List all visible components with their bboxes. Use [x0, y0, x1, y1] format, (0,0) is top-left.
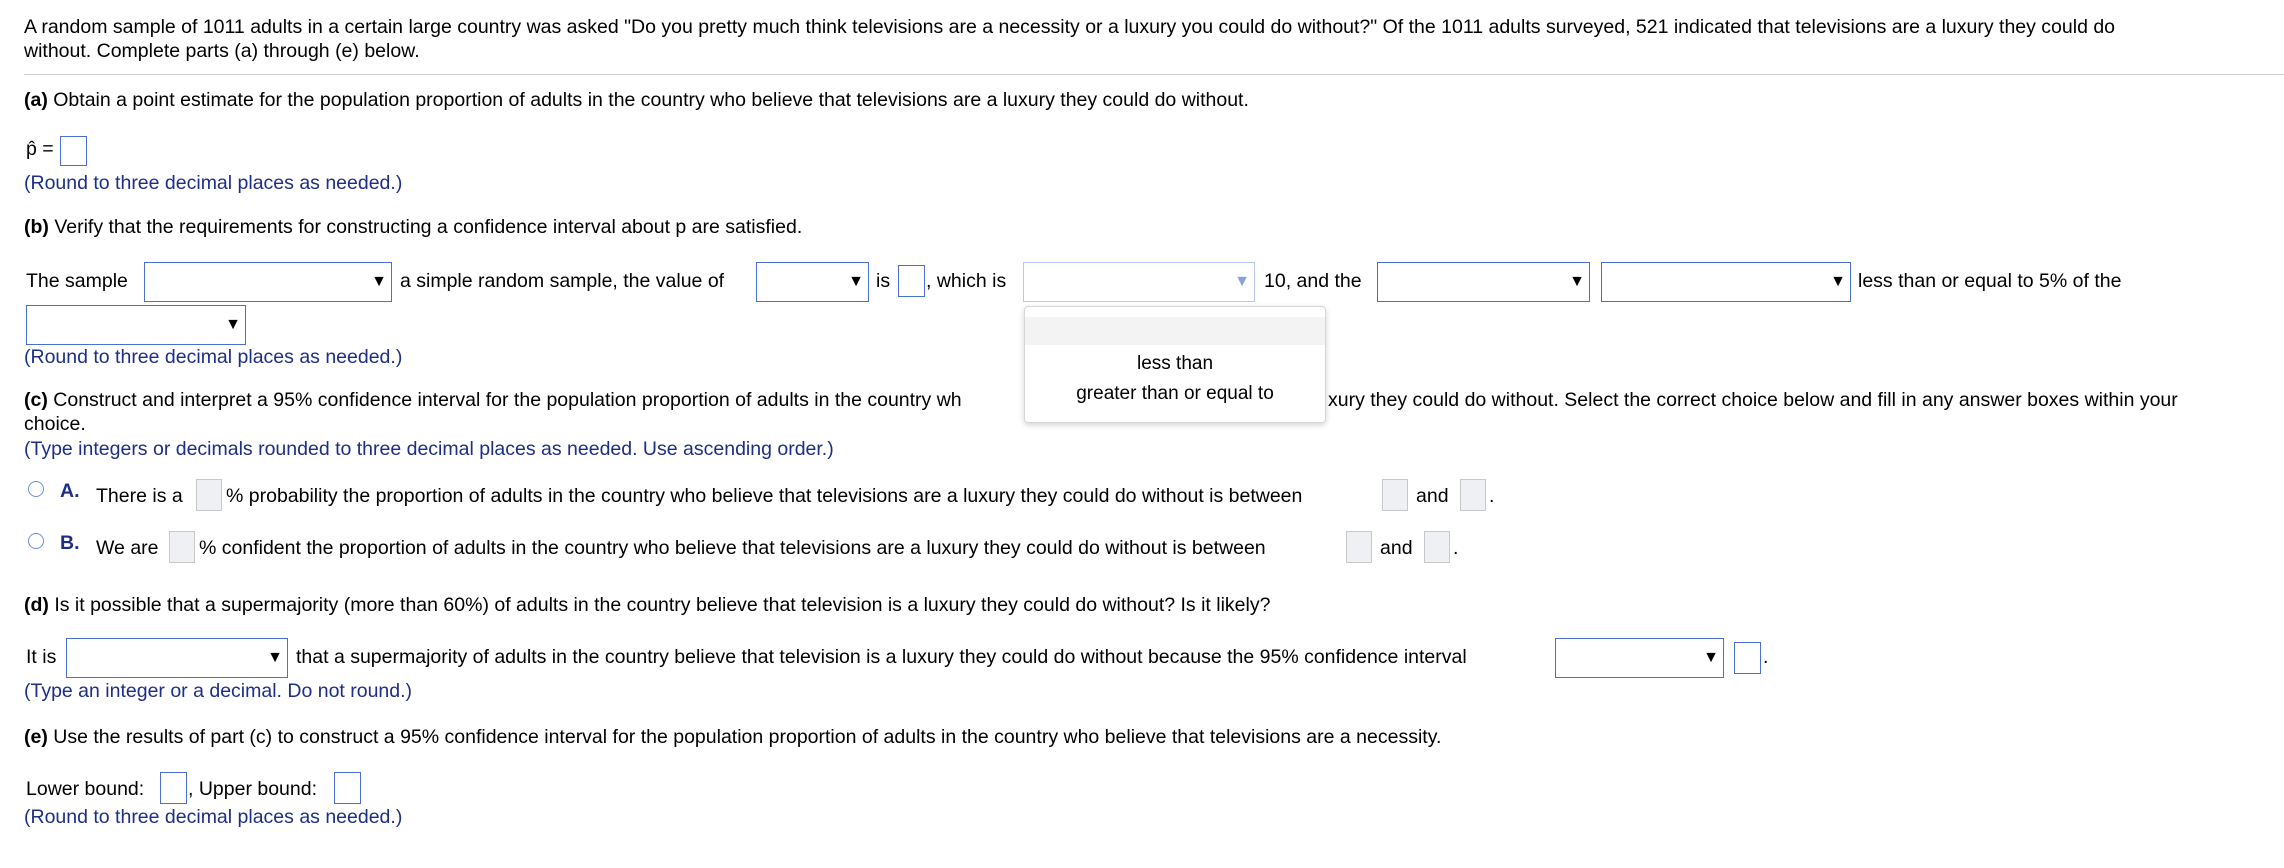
supermajority-value-input[interactable]: [1734, 642, 1761, 674]
part-a-hint: (Round to three decimal places as needed.): [24, 172, 403, 194]
part-d-label: (d): [24, 594, 49, 616]
choice-b-lower-input[interactable]: [1346, 531, 1372, 563]
choice-a-and: and: [1416, 485, 1449, 507]
chevron-down-icon: ▼: [1830, 273, 1846, 290]
part-d-middle-text: that a supermajority of adults in the country believe that television is a luxury they could do without because the 95% confidence interval: [296, 646, 1467, 668]
text-simple-random: a simple random sample, the value of: [400, 270, 725, 292]
choice-a-probability-input[interactable]: [196, 479, 222, 511]
population-select[interactable]: [26, 305, 246, 345]
sample-type-select[interactable]: [144, 262, 392, 302]
text-ten-and-the: 10, and the: [1264, 270, 1362, 292]
part-d-question: [24, 594, 1270, 617]
chevron-down-icon: ▼: [371, 273, 387, 290]
part-c-text-left: Construct and interpret a 95% confidence interval for the population proportion of adults in the country wh: [53, 389, 962, 411]
part-c-question: [24, 389, 962, 412]
choice-b-period: .: [1453, 537, 1459, 559]
choice-b-confidence-input[interactable]: [169, 531, 195, 563]
comparison-select[interactable]: [1023, 262, 1255, 302]
lower-bound-input[interactable]: [160, 772, 187, 804]
lower-bound-label: Lower bound:: [26, 778, 145, 800]
choice-b-text: % confident the proportion of adults in the country who believe that televisions are a luxury they could do without is between: [199, 537, 1266, 559]
choice-b-radio[interactable]: [28, 533, 44, 549]
problem-intro-line1: A random sample of 1011 adults in a certain large country was asked "Do you pretty much think televisions are a necessity or a luxury you could do without?" Of the 1011 adults surveyed, 521 indicated that televisions are a luxury they could do: [24, 16, 2116, 38]
choice-a-upper-input[interactable]: [1460, 479, 1486, 511]
comparison-dropdown-menu: [1024, 306, 1326, 423]
part-e-text: Use the results of part (c) to construct a 95% confidence interval for the population proportion of adults in the country who believe that televisions are a necessity.: [53, 726, 1442, 748]
chevron-down-icon: ▼: [225, 316, 241, 333]
problem-intro-line2: without. Complete parts (a) through (e) below.: [24, 40, 420, 62]
part-c-text-right: xury they could do without. Select the correct choice below and fill in any answer boxes within your: [1328, 389, 2178, 411]
part-c-hint: (Type integers or decimals rounded to three decimal places as needed. Use ascending order.): [24, 438, 834, 460]
chevron-down-icon: ▼: [267, 649, 283, 666]
choice-a-lower-input[interactable]: [1382, 479, 1408, 511]
choice-b-prefix: We are: [96, 537, 159, 559]
part-a-label: (a): [24, 89, 48, 111]
part-b-question: [24, 216, 802, 239]
dropdown-option-greater-equal[interactable]: greater than or equal to: [1076, 383, 1274, 404]
part-b-hint: (Round to three decimal places as needed.): [24, 346, 403, 368]
upper-bound-label: , Upper bound:: [188, 778, 318, 800]
chevron-down-icon: ▼: [848, 273, 864, 290]
chevron-down-icon: ▼: [1703, 649, 1719, 666]
text-the-sample: The sample: [26, 270, 128, 292]
part-b-label: (b): [24, 216, 49, 238]
divider: [24, 74, 2284, 75]
interval-relation-select[interactable]: [1555, 638, 1724, 678]
choice-b-letter: B.: [60, 532, 80, 554]
choice-a-text: % probability the proportion of adults in the country who believe that televisions are a luxury they could do without is between: [226, 485, 1303, 507]
statistic-select[interactable]: [756, 262, 869, 302]
part-c-text-line2: choice.: [24, 413, 86, 435]
text-it-is: It is: [26, 646, 57, 668]
part-c-label: (c): [24, 389, 48, 411]
chevron-down-icon: ▼: [1569, 273, 1585, 290]
phat-symbol: p̂ =: [26, 138, 54, 160]
choice-b-upper-input[interactable]: [1424, 531, 1450, 563]
part-a-question: [24, 89, 1249, 112]
choice-a-period: .: [1489, 485, 1495, 507]
part-a-text: Obtain a point estimate for the population proportion of adults in the country who believe that televisions are a luxury they could do without.: [53, 89, 1249, 111]
part-e-question: [24, 726, 1441, 749]
choice-a-radio[interactable]: [28, 481, 44, 497]
possibility-select[interactable]: [66, 638, 288, 678]
dropdown-option-blank[interactable]: [1025, 317, 1325, 345]
text-which-is: , which is: [926, 270, 1007, 292]
chevron-down-icon: ▼: [1234, 273, 1250, 290]
part-e-hint: (Round to three decimal places as needed.): [24, 806, 403, 828]
choice-a-prefix: There is a: [96, 485, 183, 507]
phat-input[interactable]: [60, 136, 87, 166]
text-is: is: [876, 270, 891, 292]
part-b-text: Verify that the requirements for constructing a confidence interval about p are satisfied.: [54, 216, 803, 238]
relation-select[interactable]: [1601, 262, 1851, 302]
statistic-value-input[interactable]: [898, 265, 925, 297]
part-d-period: .: [1763, 646, 1769, 668]
choice-a-letter: A.: [60, 480, 80, 502]
part-d-hint: (Type an integer or a decimal. Do not round.): [24, 680, 413, 702]
upper-bound-input[interactable]: [334, 772, 361, 804]
quantity-select[interactable]: [1377, 262, 1590, 302]
part-d-text: Is it possible that a supermajority (more than 60%) of adults in the country believe that television is a luxury they could do without? Is it likely?: [54, 594, 1271, 616]
dropdown-option-less-than[interactable]: less than: [1136, 353, 1214, 374]
text-less-equal: less than or equal to 5% of the: [1858, 270, 2122, 292]
choice-b-and: and: [1380, 537, 1413, 559]
part-e-label: (e): [24, 726, 48, 748]
